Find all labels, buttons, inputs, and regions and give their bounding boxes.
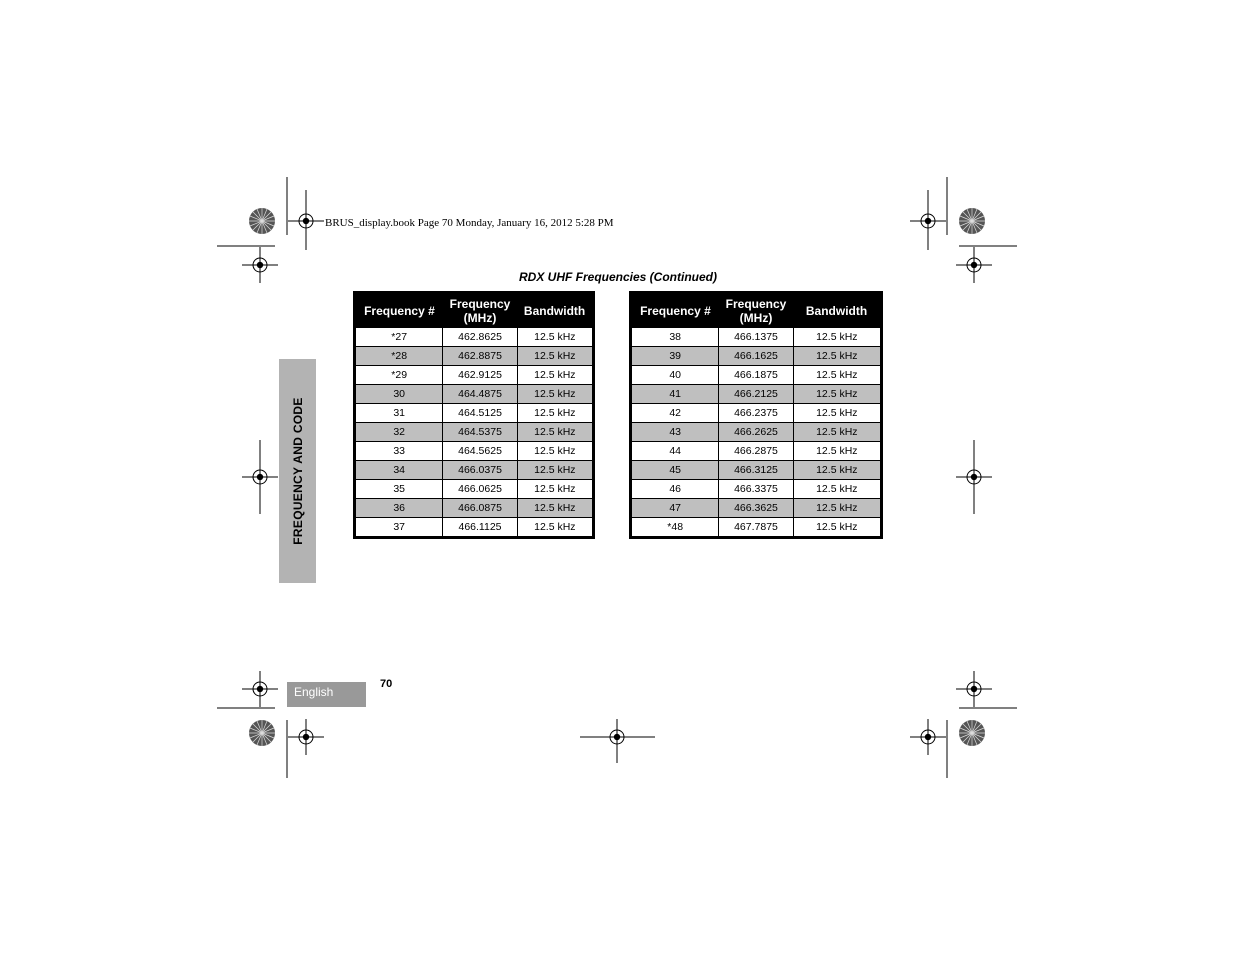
table-caption: RDX UHF Frequencies (Continued) (518, 270, 717, 284)
table-row (631, 385, 882, 404)
table-cell: 12.5 kHz (517, 347, 593, 366)
table-cell: 12.5 kHz (517, 404, 593, 423)
page-number: 70 (380, 678, 393, 690)
table-cell: 31 (355, 404, 443, 423)
table-cell: 35 (355, 480, 443, 499)
table-cell: 462.8625 (443, 328, 517, 347)
table-cell: 12.5 kHz (793, 442, 881, 461)
table-cell: 12.5 kHz (517, 442, 593, 461)
table-row (631, 328, 882, 347)
table-cell: 12.5 kHz (517, 480, 593, 499)
table-cell: 12.5 kHz (793, 480, 881, 499)
table-cell: 34 (355, 461, 443, 480)
table-cell: 464.5125 (443, 404, 517, 423)
language-tab-label: English (294, 685, 334, 699)
table-cell: 12.5 kHz (793, 461, 881, 480)
table-cell: 12.5 kHz (517, 518, 593, 538)
table-cell: 47 (631, 499, 719, 518)
table-cell: 462.9125 (443, 366, 517, 385)
table-row (355, 385, 594, 404)
table-row (631, 499, 882, 518)
table-cell: *27 (355, 328, 443, 347)
table-cell: 12.5 kHz (517, 499, 593, 518)
table-cell: 464.5625 (443, 442, 517, 461)
table-cell: 37 (355, 518, 443, 538)
table-cell: 464.5375 (443, 423, 517, 442)
table-row (631, 442, 882, 461)
table-cell: 466.3125 (719, 461, 793, 480)
table-cell: 466.1125 (443, 518, 517, 538)
table-cell: 46 (631, 480, 719, 499)
table-row (355, 423, 594, 442)
table-cell: 12.5 kHz (793, 404, 881, 423)
table-row (355, 347, 594, 366)
table-row (355, 518, 594, 538)
table-cell: 38 (631, 328, 719, 347)
column-header: Frequency # (355, 293, 443, 328)
table-cell: 12.5 kHz (517, 328, 593, 347)
table-cell: 466.2625 (719, 423, 793, 442)
column-header: Bandwidth (793, 293, 881, 328)
frequency-table-left (353, 291, 595, 539)
table-cell: *28 (355, 347, 443, 366)
table-cell: 39 (631, 347, 719, 366)
table-row (355, 442, 594, 461)
table-cell: 41 (631, 385, 719, 404)
table-cell: 45 (631, 461, 719, 480)
table-cell: 466.2125 (719, 385, 793, 404)
table-cell: 12.5 kHz (793, 328, 881, 347)
table-cell: 40 (631, 366, 719, 385)
table-row (631, 480, 882, 499)
side-tab-label: FREQUENCY AND CODE (290, 397, 305, 545)
side-tab (279, 359, 316, 583)
table-cell: 466.3375 (719, 480, 793, 499)
table-row (355, 499, 594, 518)
table-cell: 466.2375 (719, 404, 793, 423)
table-row (631, 404, 882, 423)
table-cell: 42 (631, 404, 719, 423)
table-cell: *48 (631, 518, 719, 538)
table-cell: 464.4875 (443, 385, 517, 404)
table-row (631, 518, 882, 538)
table-cell: 36 (355, 499, 443, 518)
table-cell: 12.5 kHz (793, 518, 881, 538)
table-cell: 12.5 kHz (517, 385, 593, 404)
table-cell: 466.2875 (719, 442, 793, 461)
table-cell: 30 (355, 385, 443, 404)
table-cell: 467.7875 (719, 518, 793, 538)
table-cell: 466.0625 (443, 480, 517, 499)
column-header: Frequency (MHz) (719, 293, 793, 328)
column-header: Frequency (MHz) (443, 293, 517, 328)
table-cell: 12.5 kHz (793, 423, 881, 442)
table-cell: 466.3625 (719, 499, 793, 518)
table-cell: 43 (631, 423, 719, 442)
table-cell: 466.0875 (443, 499, 517, 518)
table-cell: 12.5 kHz (793, 366, 881, 385)
table-cell: 12.5 kHz (793, 385, 881, 404)
table-cell: 12.5 kHz (793, 499, 881, 518)
table-row (631, 461, 882, 480)
table-row (355, 404, 594, 423)
column-header: Frequency # (631, 293, 719, 328)
table-cell: *29 (355, 366, 443, 385)
table-row (355, 461, 594, 480)
table-cell: 466.1625 (719, 347, 793, 366)
table-cell: 466.0375 (443, 461, 517, 480)
table-row (631, 366, 882, 385)
table-cell: 12.5 kHz (793, 347, 881, 366)
table-cell: 44 (631, 442, 719, 461)
table-header-row (631, 293, 882, 328)
table-cell: 466.1875 (719, 366, 793, 385)
table-row (631, 423, 882, 442)
table-cell: 12.5 kHz (517, 461, 593, 480)
column-header: Bandwidth (517, 293, 593, 328)
table-cell: 462.8875 (443, 347, 517, 366)
table-cell: 33 (355, 442, 443, 461)
table-cell: 12.5 kHz (517, 423, 593, 442)
print-header: BRUS_display.book Page 70 Monday, January 16, 2012 5:28 PM (325, 217, 614, 229)
frequency-table-right (629, 291, 883, 539)
table-row (355, 366, 594, 385)
table-row (355, 328, 594, 347)
language-tab (287, 682, 366, 707)
table-cell: 12.5 kHz (517, 366, 593, 385)
table-row (355, 480, 594, 499)
table-row (631, 347, 882, 366)
table-cell: 32 (355, 423, 443, 442)
table-header-row (355, 293, 594, 328)
table-cell: 466.1375 (719, 328, 793, 347)
